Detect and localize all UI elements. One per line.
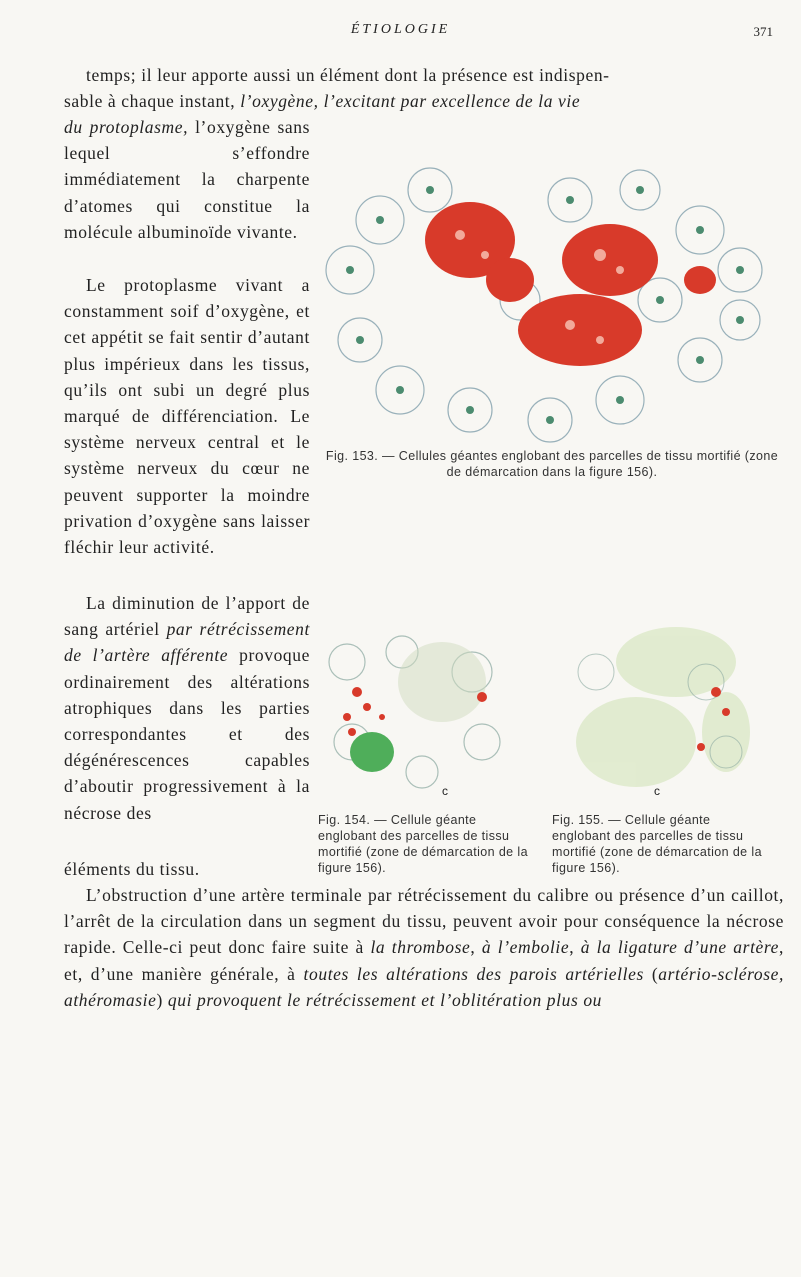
line-2-plain: sable à chaque instant, (64, 91, 241, 112)
line-2-italic: l’oxygène, l’excitant par excellence de la vie (240, 91, 581, 112)
running-head (0, 22, 801, 46)
figure-153-svg (320, 160, 772, 444)
figure-154-svg (322, 622, 518, 798)
p4-ligature: à la ligature d’une artère (580, 937, 780, 958)
running-title: ÉTIOLOGIE (350, 22, 451, 37)
paragraph-3 (64, 590, 310, 826)
figure-153-illustration (320, 160, 772, 444)
p4-paren-close: ) (156, 989, 168, 1010)
p4-d: , et, d’une manière générale, à (64, 937, 785, 984)
protoplasme-italic: du protoplasme, (64, 117, 189, 137)
p4-arterio: artério-sclérose, athéromasie (64, 963, 785, 1010)
paragraph-1-narrow (64, 114, 310, 245)
figure-154-label: c (442, 784, 448, 798)
p4-thrombose: la thrombose (370, 937, 471, 958)
figure-155-caption: Fig. 155. — Cellule géante englobant des parcelles de tissu mortifié (zone de démarcation de la figure 156). (552, 813, 762, 875)
paragraph-4 (64, 882, 784, 1013)
line-1: temps; il leur apporte aussi un élément dont la présence est indispen- (86, 65, 610, 85)
page-number: 371 (753, 24, 773, 39)
figure-155-label: c (654, 784, 660, 798)
figure-153-caption: Fig. 153. — Cellules géantes englobant des parcelles de tissu mortifié (zone de démarcation dans la figure 156). (325, 449, 779, 479)
paragraph-1-rest: l’oxygène sans lequel s’effondre immédiatement la charpente d’atomes qui constitue la molécule albuminoïde vivante. (64, 117, 310, 242)
p4-embolie: à l’embolie (481, 937, 570, 958)
p4-sep1: , (470, 937, 482, 958)
p4-provoquent: qui provoquent le rétrécissement et l’oblitération plus ou (167, 989, 603, 1010)
p4-sep2: , (569, 937, 581, 958)
paragraph-1-top (64, 62, 784, 114)
p3-b: provoque ordinairement des altérations atrophiques dans les parties correspondantes et des dégénérescences capables d’aboutir progressivement à la nécrose des (64, 645, 310, 823)
figure-155-svg (556, 622, 752, 798)
p4-alterations: toutes les altérations des parois artérielles (303, 963, 644, 984)
p4-a: L’obstruction d’une artère terminale par rétrécissement du calibre ou présence d’un caillot, l’arrêt de la circulation dans un segment du tissu, peuvent avoir pour conséquence la nécrose rapide. Celle-ci peut donc faire suite à (64, 885, 784, 958)
paragraph-3-end: éléments du tissu. (64, 859, 200, 879)
figure-155-illustration (556, 622, 752, 798)
paragraph-2: Le protoplasme vivant a constamment soif d’oxygène, et cet appétit se fait sentir d’autant plus impérieux dans les tissus, qu’ils ont subi un degré plus marqué de différenciation. Le système nerveux central et le système nerveux du cœur ne peuvent supporter la moindre privation d’oxygène sans laisser fléchir leur activité. (64, 275, 310, 558)
p4-paren-open: ( (643, 963, 659, 984)
p3-a: La diminution de l’apport de sang artériel (64, 593, 310, 640)
line-2 (64, 88, 784, 114)
figure-154-caption: Fig. 154. — Cellule géante englobant des parcelles de tissu mortifié (zone de démarcation de la figure 156). (318, 813, 528, 875)
p3-italic: par rétrécissement de l’artère afférente (64, 619, 310, 666)
figure-154-illustration (322, 622, 518, 798)
